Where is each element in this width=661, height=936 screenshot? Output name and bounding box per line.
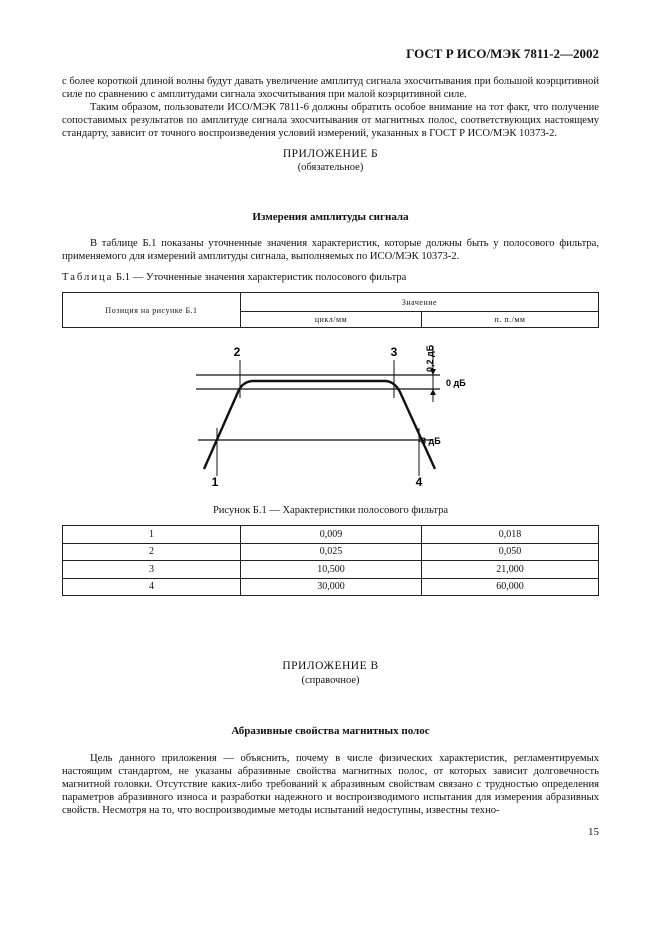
appendix-b-paragraph: В таблице Б.1 показаны уточненные значения характеристик, которые должны быть у полосового фильтра, применяемого для измерений амплитуды сигнала, выполняемых по ИСО/МЭК 10373-2. (62, 238, 599, 262)
filter-characteristic-figure (190, 338, 470, 488)
figure-label-02db: 0,2 дБ (425, 344, 435, 372)
intro-paragraph-2: Таким образом, пользователи ИСО/МЭК 7811-6 должны обратить особое внимание на тот факт, что получение сопоставимых результатов по амплитуде сигнала эхосчитывания от магнитных полос, соответствующих настоящему стандарту, зависит от точного воспроизведения условий измерений, указанных в ГОСТ Р ИСО/МЭК 10373-2. (62, 102, 599, 139)
appendix-c-paragraph: Цель данного приложения — объяснить, почему в числе физических характеристик, регламентируемых настоящим стандартом, не указаны абразивные свойства магнитных полос, от которых зависит долговечность магнитной головки. Отсутствие каких-либо требований к абразивным свойствам связано с трудностью определения параметров абразивного износа и разработки надежного и воспроизводимого испытания для измерения абразивных свойств. Несмотря на то, что воспроизводимые методы испытаний недоступны, известны техно- (62, 753, 599, 816)
table-caption (62, 272, 406, 283)
table-cell-v1: 10,500 (241, 561, 422, 579)
table-cell-pos: 2 (63, 543, 241, 561)
header-value: Значение (241, 293, 599, 312)
filter-curve (204, 381, 435, 469)
table-cell-pos: 4 (63, 578, 241, 596)
figure-label-1: 1 (211, 475, 219, 488)
table-cell-v2: 0,018 (422, 526, 599, 544)
figure-label-4: 4 (415, 475, 423, 488)
figure-caption: Рисунок Б.1 — Характеристики полосового фильтра (212, 505, 449, 516)
table-row (63, 526, 599, 544)
table-cell-pos: 1 (63, 526, 241, 544)
figure-label-3db: -3 дБ (418, 436, 441, 446)
intro-text (62, 75, 599, 140)
appendix-b-section-title: Измерения амплитуды сигнала (252, 211, 409, 223)
table-row (63, 578, 599, 596)
figure-label-0db: 0 дБ (446, 378, 466, 388)
appendix-c-title: ПРИЛОЖЕНИЕ В (282, 660, 379, 672)
table-cell-v1: 30,000 (241, 578, 422, 596)
table-cell-v1: 0,025 (241, 543, 422, 561)
header-position: Позиция на рисунке Б.1 (63, 293, 241, 328)
table-cell-v2: 60,000 (422, 578, 599, 596)
appendix-b-title: ПРИЛОЖЕНИЕ Б (282, 148, 379, 160)
figure-label-2: 2 (233, 345, 241, 359)
table-caption-label: Таблица (62, 272, 114, 283)
table-cell-v1: 0,009 (241, 526, 422, 544)
document-header: ГОСТ Р ИСО/МЭК 7811-2—2002 (406, 46, 599, 61)
table-header (62, 292, 599, 328)
intro-paragraph-1: с более короткой длиной волны будут давать увеличение амплитуд сигнала эхосчитывания при большой коэрцитивной силе по сравнению с амплитудами сигнала эхосчитывания при малой коэрцитивной силе. (62, 76, 599, 100)
appendix-c-subtitle: (справочное) (301, 675, 360, 686)
values-table (62, 525, 599, 596)
appendix-c-text (62, 752, 599, 817)
appendix-b-subtitle: (обязательное) (297, 162, 364, 173)
table-cell-v2: 21,000 (422, 561, 599, 579)
header-unit-cycles: цикл/мм (241, 312, 422, 328)
table-cell-v2: 0,050 (422, 543, 599, 561)
arrow-up (430, 389, 436, 395)
appendix-b-text (62, 237, 599, 263)
table-cell-pos: 3 (63, 561, 241, 579)
table-row (63, 543, 599, 561)
table-caption-text: Б.1 — Уточненные значения характеристик полосового фильтра (113, 272, 407, 283)
appendix-c-section-title: Абразивные свойства магнитных полос (231, 725, 430, 737)
page-number: 15 (588, 826, 599, 838)
table-row (63, 561, 599, 579)
header-unit-flux: п. п./мм (422, 312, 599, 328)
figure-label-3: 3 (390, 345, 398, 359)
